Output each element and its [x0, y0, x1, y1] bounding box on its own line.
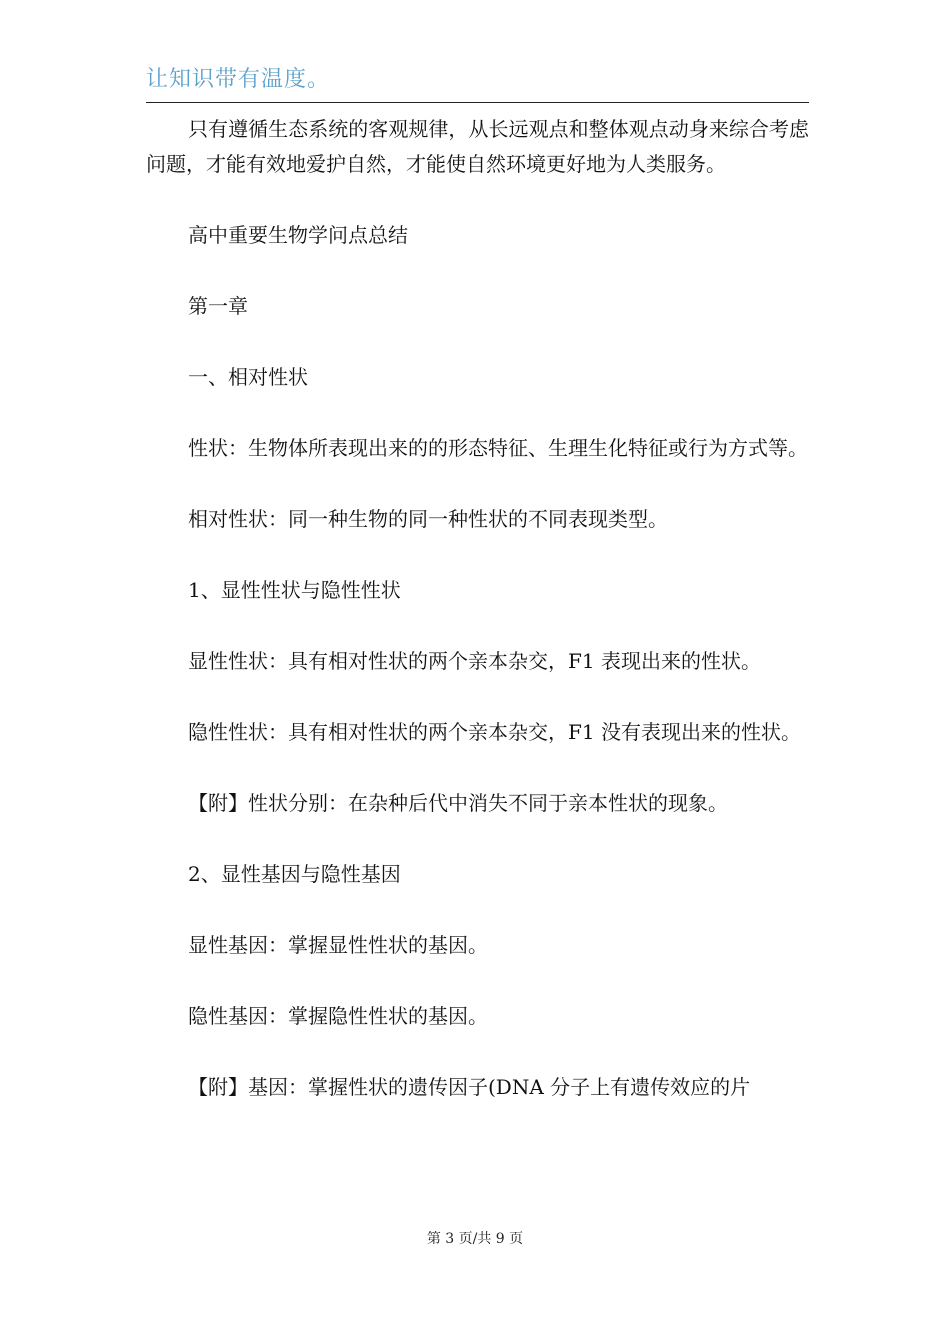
- paragraph-gene-definition: 【附】基因：掌握性状的遗传因子(DNA 分子上有遗传效应的片: [188, 1075, 751, 1099]
- header-slogan: 让知识带有温度。: [146, 67, 331, 92]
- page-number: 第 3 页/共 9 页: [426, 1231, 524, 1247]
- list-heading-dominant-recessive-traits: 1、显性性状与隐性性状: [188, 578, 401, 602]
- paragraph-nature-conclusion: 只有遵循生态系统的客观规律，从长远观点和整体观点动身来综合考虑问题，才能有效地爱护自然，才能使自然环境更好地为人类服务。: [146, 117, 809, 176]
- subsection-heading: 一、相对性状: [188, 365, 308, 389]
- paragraph-trait-definition: 性状：生物体所表现出来的的形态特征、生理生化特征或行为方式等。: [188, 436, 808, 460]
- paragraph-relative-trait: 相对性状：同一种生物的同一种性状的不同表现类型。: [188, 507, 668, 531]
- paragraph-recessive-trait: 隐性性状：具有相对性状的两个亲本杂交，F1 没有表现出来的性状。: [188, 720, 801, 744]
- list-heading-dominant-recessive-genes: 2、显性基因与隐性基因: [188, 862, 401, 886]
- paragraph-recessive-gene: 隐性基因：掌握隐性性状的基因。: [188, 1004, 488, 1028]
- page-footer: [0, 1228, 950, 1248]
- paragraph-dominant-gene: 显性基因：掌握显性性状的基因。: [188, 933, 488, 957]
- document-body: [146, 112, 809, 1105]
- section-title: 高中重要生物学问点总结: [188, 223, 408, 247]
- chapter-heading: 第一章: [188, 294, 248, 318]
- paragraph-dominant-trait: 显性性状：具有相对性状的两个亲本杂交，F1 表现出来的性状。: [188, 649, 761, 673]
- paragraph-trait-segregation: 【附】性状分别：在杂种后代中消失不同于亲本性状的现象。: [188, 791, 728, 815]
- page-header: [146, 58, 809, 103]
